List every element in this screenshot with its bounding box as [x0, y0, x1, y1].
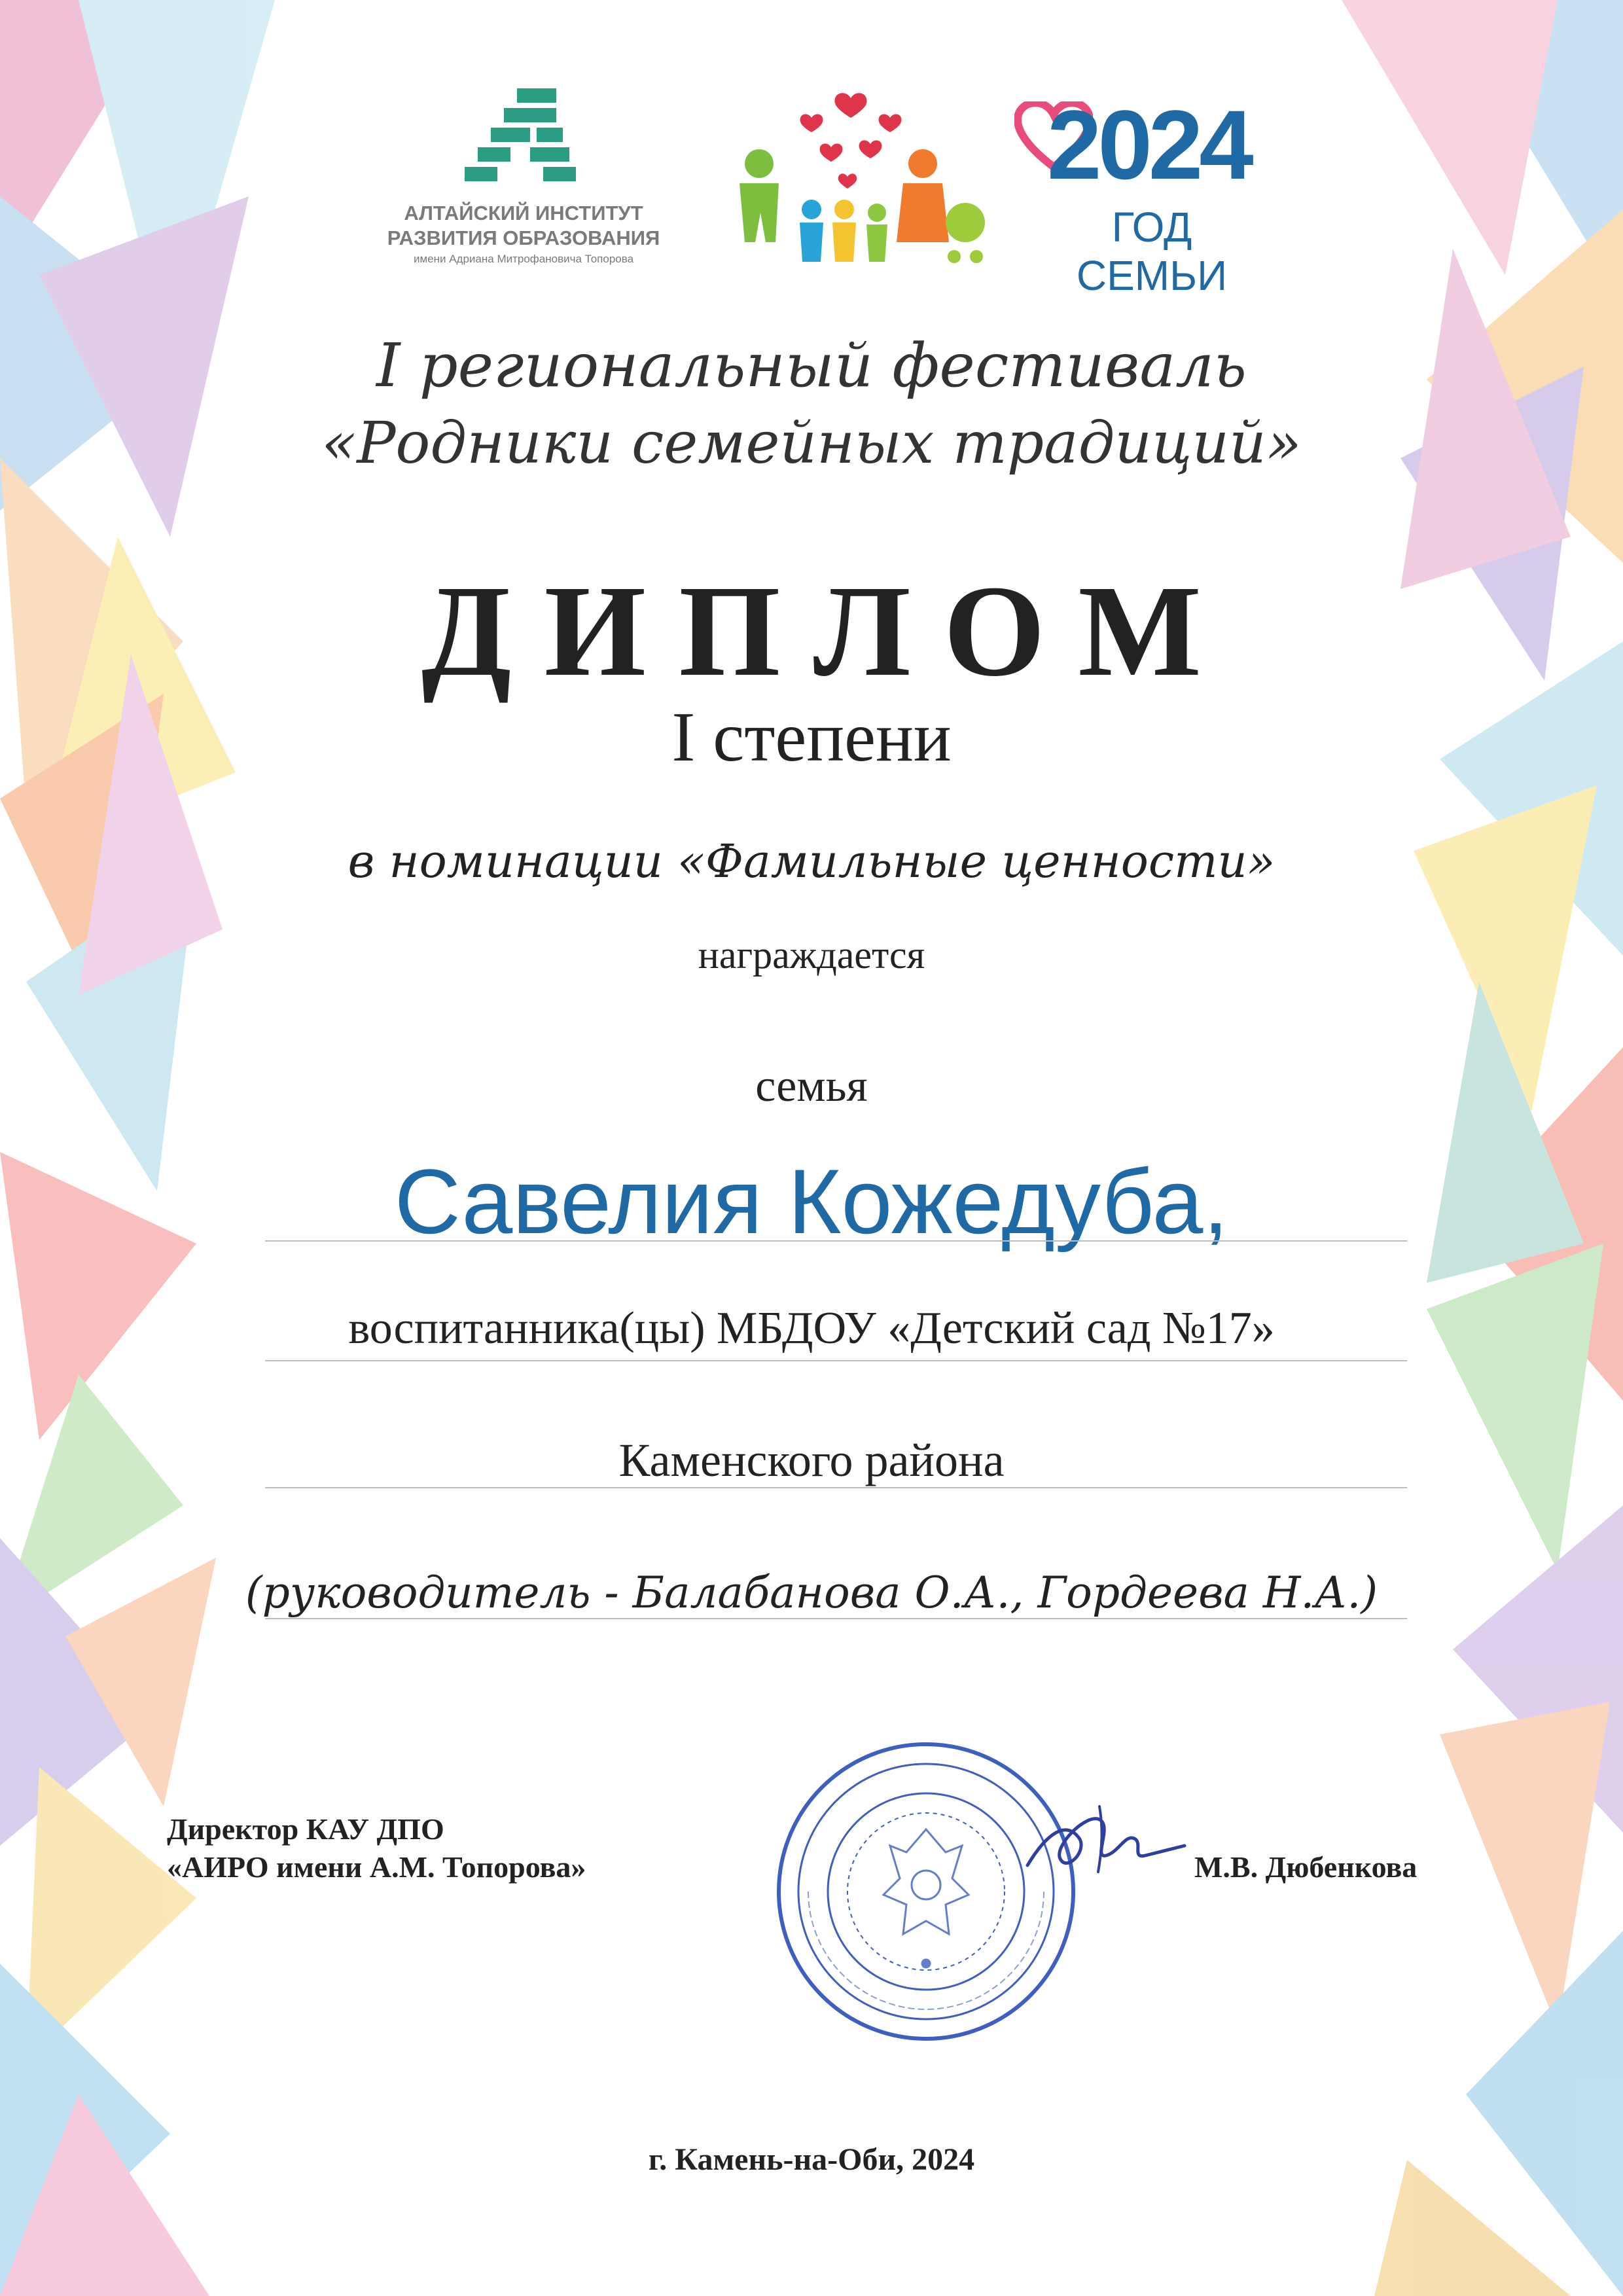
festival-title-line1: I региональный фестиваль	[376, 331, 1247, 401]
supervisors-underline	[265, 1618, 1407, 1619]
signatory-position-line1: Директор КАУ ДПО	[167, 1812, 444, 1846]
nomination: в номинации «Фамильные ценности»	[348, 834, 1275, 888]
district-underline	[265, 1487, 1407, 1488]
institution-underline	[265, 1360, 1407, 1361]
awarded-label: награждается	[698, 933, 925, 977]
festival-title-line2: «Родники семейных традиций»	[321, 409, 1302, 476]
family-hearts-icon	[713, 85, 988, 275]
diploma-degree: I степени	[671, 698, 952, 776]
name-underline	[265, 1240, 1407, 1242]
year-number: 2024	[1047, 90, 1250, 200]
year-of-family-logo	[1008, 85, 1283, 299]
airo-logo-line3: имени Адриана Митрофановича Топорова	[413, 253, 634, 265]
airo-emblem-icon	[458, 85, 589, 196]
recipient-supervisors: (руководитель - Балабанова О.А., Гордеева Н.А.)	[245, 1568, 1378, 1618]
signatory-position-line2: «АИРО имени А.М. Топорова»	[167, 1850, 586, 1884]
airo-logo-line2: РАЗВИТИЯ ОБРАЗОВАНИЯ	[387, 226, 660, 249]
airo-logo-line1: АЛТАЙСКИЙ ИНСТИТУТ	[404, 202, 643, 224]
signatory-name: М.В. Дюбенкова	[1194, 1850, 1418, 1884]
diploma-title: Д И П Л О М	[421, 559, 1202, 704]
family-logo	[713, 85, 988, 275]
handwritten-signature	[1021, 1793, 1191, 1885]
recipient-institution: воспитанника(цы) МБДОУ «Детский сад №17»	[348, 1303, 1275, 1354]
airo-logo	[386, 85, 661, 275]
official-stamp	[772, 1738, 1080, 2045]
recipient-district: Каменского района	[618, 1434, 1005, 1486]
footer-place-year: г. Камень-на-Оби, 2024	[648, 2142, 975, 2177]
recipient-name: Савелия Кожедуба,	[394, 1150, 1229, 1253]
recipient-label: семья	[755, 1061, 868, 1111]
year-caption: ГОД СЕМЬИ	[1076, 204, 1228, 299]
